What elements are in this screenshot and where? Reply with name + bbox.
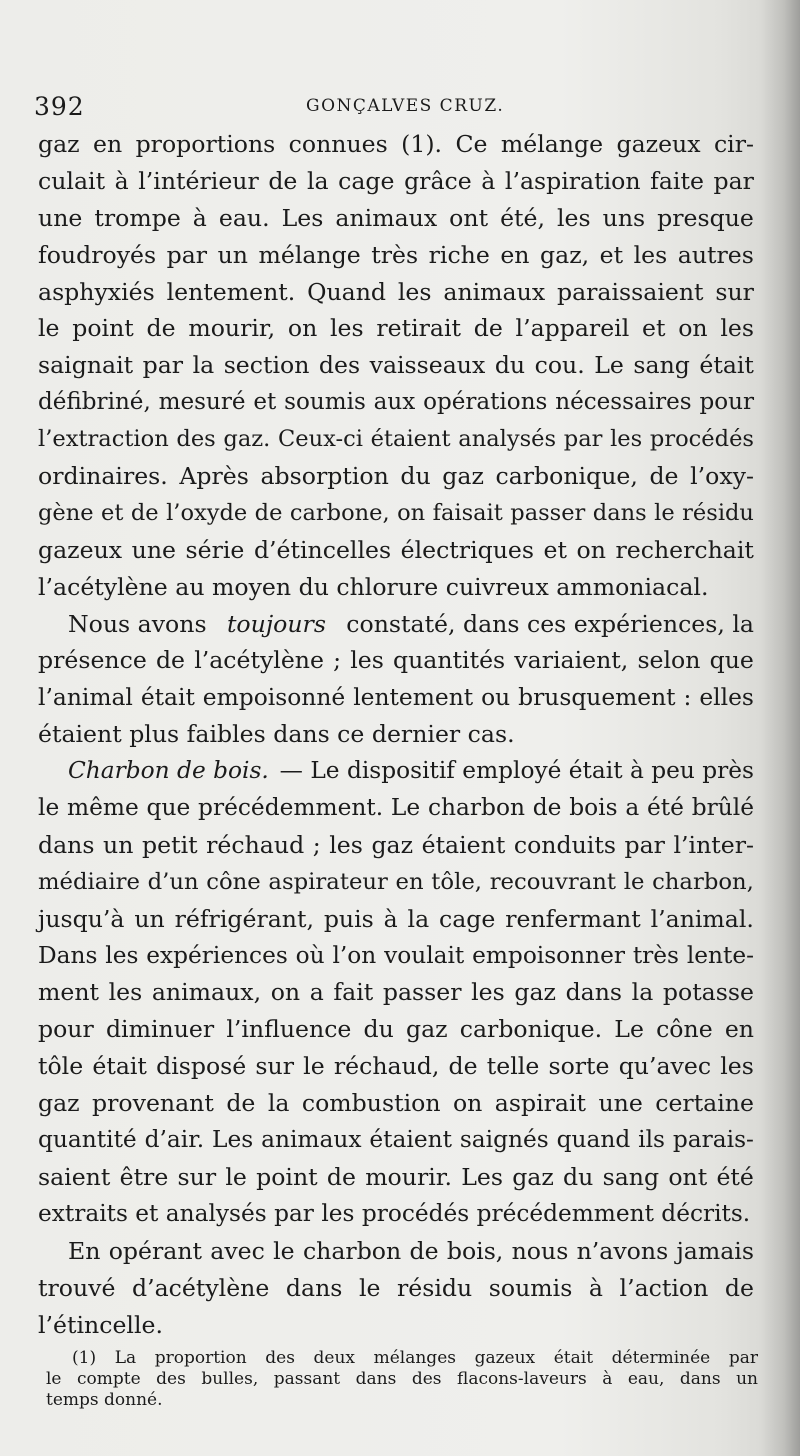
text-line: étaient plus faibles dans ce dernier cas. — [38, 720, 515, 749]
text-line: Dans les expériences où l’on voulait empoisonner très lente- — [38, 941, 754, 969]
text-line: ment les animaux, on a fait passer les gaz dans la potasse — [38, 978, 754, 1007]
text-line: gaz en proportions connues (1). Ce mélange gazeux cir- — [38, 130, 754, 158]
text-run: — Le dispositif employé était à peu près — [272, 757, 754, 785]
text-run: constaté, dans ces expériences, la — [338, 609, 754, 638]
section-heading-line — [38, 753, 754, 790]
running-title: GONÇALVES CRUZ. — [306, 96, 505, 116]
text-line: gène et de l’oxyde de carbone, on faisait passer dans le résidu — [38, 499, 754, 526]
page-header — [34, 92, 754, 122]
text-line: jusqu’à un réfrigérant, puis à la cage renfermant l’animal. — [38, 904, 754, 933]
text-line: gaz provenant de la combustion on aspirait une certaine — [38, 1089, 754, 1118]
text-line: quantité d’air. Les animaux étaient saignés quand ils parais- — [38, 1126, 754, 1154]
text-line: tôle était disposé sur le réchaud, de telle sorte qu’avec les — [38, 1052, 754, 1081]
text-line: extraits et analysés par les procédés précédemment décrits. — [38, 1199, 751, 1227]
text-line: défibriné, mesuré et soumis aux opérations nécessaires pour — [38, 389, 754, 416]
text-line: le même que précédemment. Le charbon de bois a été brûlé — [38, 794, 754, 822]
text-line: médiaire d’un cône aspirateur en tôle, recouvrant le charbon, — [38, 868, 754, 895]
text-line: saignait par la section des vaisseaux du cou. Le sang était — [38, 351, 754, 380]
text-line: ordinaires. Après absorption du gaz carbonique, de l’oxy- — [38, 462, 754, 491]
footnote-line: (1) La proportion des deux mélanges gazeux était déterminée par — [72, 1348, 758, 1368]
text-line: saient être sur le point de mourir. Les gaz du sang ont été — [38, 1162, 754, 1191]
text-line: trouvé d’acétylène dans le résidu soumis à l’action de — [38, 1273, 754, 1302]
text-line: En opérant avec le charbon de bois, nous n’avons jamais — [68, 1236, 754, 1265]
text-run: Nous avons — [68, 609, 215, 638]
text-line: l’acétylène au moyen du chlorure cuivreux ammoniacal. — [38, 572, 709, 601]
section-heading: Charbon de bois. — [68, 757, 269, 785]
text-line: dans un petit réchaud ; les gaz étaient conduits par l’inter- — [38, 830, 754, 859]
emphasis-text: toujours — [226, 609, 326, 638]
page-number: 392 — [34, 92, 85, 121]
paragraph-start — [38, 606, 754, 643]
text-line: le point de mourir, on les retirait de l’appareil et on les — [38, 314, 754, 343]
text-line: l’animal était empoisonné lentement ou brusquement : elles — [38, 683, 754, 712]
text-line: pour diminuer l’influence du gaz carbonique. Le cône en — [38, 1015, 754, 1044]
footnote-line: temps donné. — [46, 1390, 163, 1410]
footnote — [46, 1348, 758, 1411]
text-line: foudroyés par un mélange très riche en gaz, et les autres — [38, 240, 754, 269]
text-line: asphyxiés lentement. Quand les animaux paraissaient sur — [38, 277, 754, 306]
text-line: gazeux une série d’étincelles électriques et on recherchait — [38, 535, 754, 564]
text-line: culait à l’intérieur de la cage grâce à l’aspiration faite par — [38, 166, 754, 195]
text-line: l’extraction des gaz. Ceux-ci étaient analysés par les procédés — [38, 426, 754, 453]
text-line: présence de l’acétylène ; les quantités variaient, selon que — [38, 646, 754, 675]
page-edge-shadow — [760, 0, 800, 1456]
text-line: une trompe à eau. Les animaux ont été, les uns presque — [38, 203, 754, 232]
text-line: l’étincelle. — [38, 1310, 163, 1339]
footnote-line: le compte des bulles, passant dans des flacons-laveurs à eau, dans un — [46, 1369, 758, 1389]
body-text — [38, 126, 754, 1343]
